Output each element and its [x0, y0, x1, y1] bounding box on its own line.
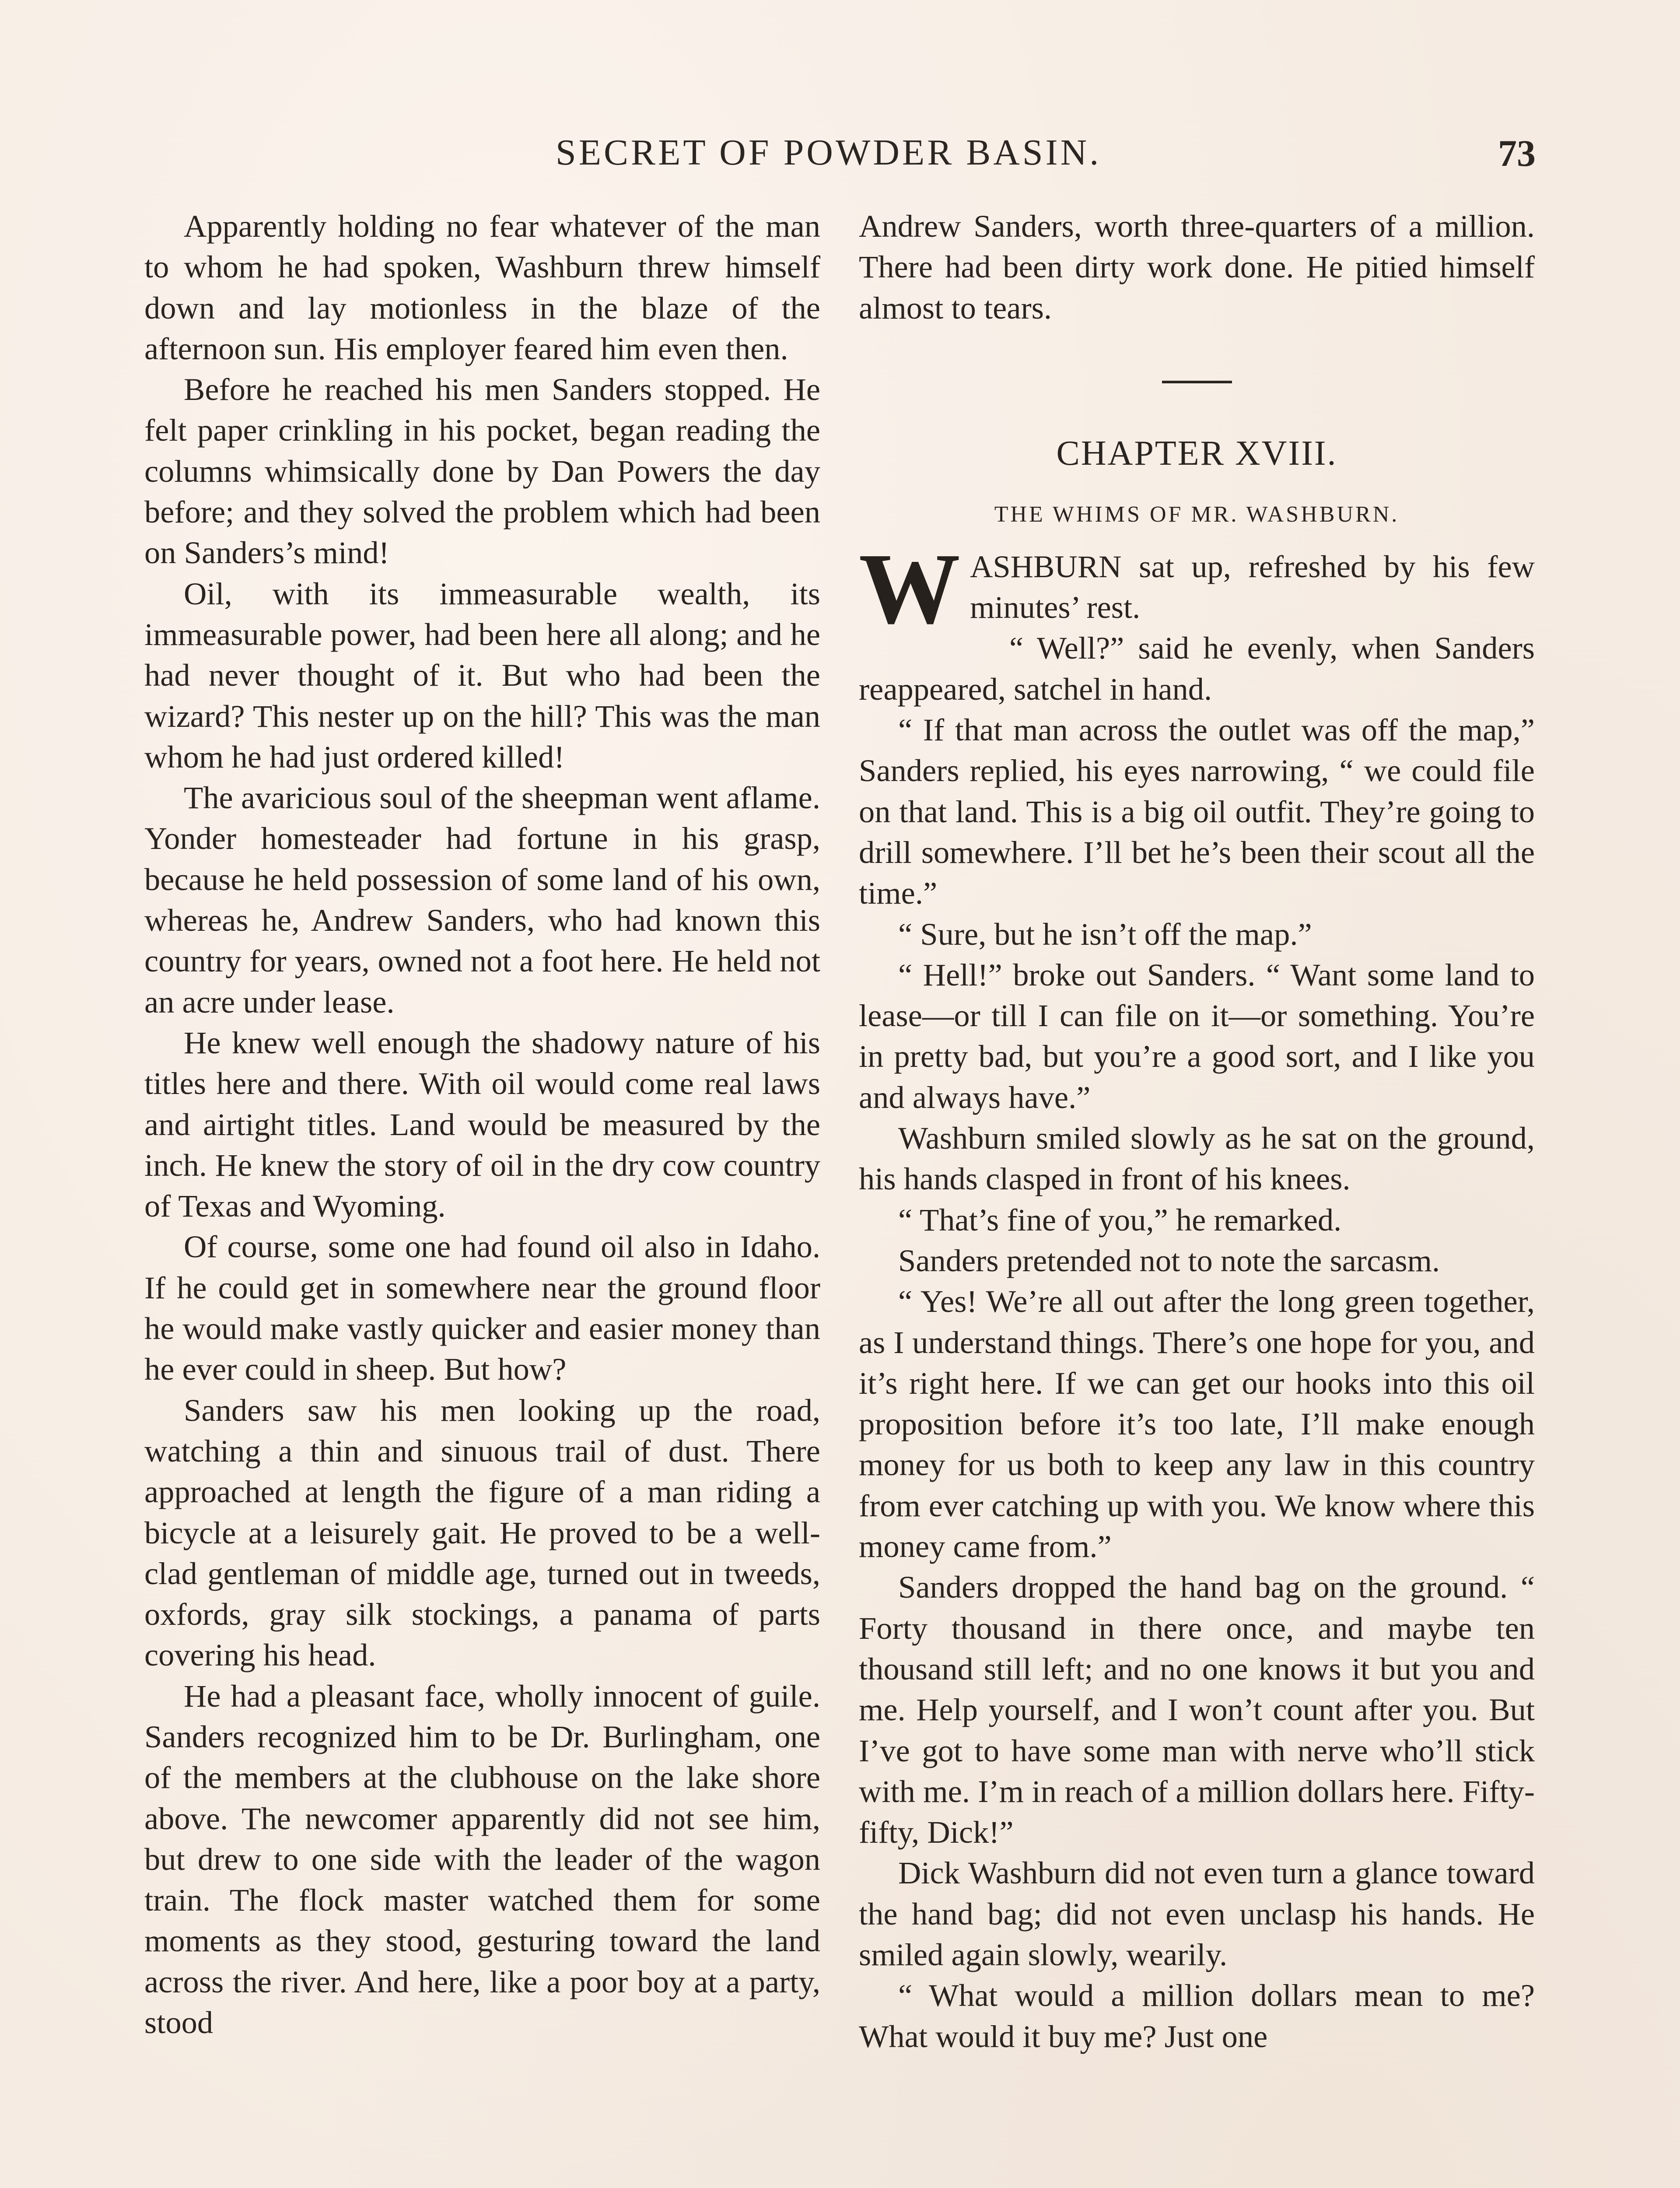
chapter-heading: CHAPTER XVIII. — [1056, 434, 1337, 473]
paragraph: “ Sure, but he isn’t off the map.” — [898, 916, 1312, 952]
paragraph: Sanders pretended not to note the sarcasm. — [898, 1242, 1440, 1278]
page-number: 73 — [1498, 132, 1536, 174]
paragraph: “ If that man across the outlet was off the map,” Sanders replied, his eyes narrowing, “ we could file on that land. This is a big oil outfit. They’re going to drill somewhere. I’ll bet he’s been their scout all the time.” — [859, 712, 1535, 911]
drop-cap: W — [859, 532, 960, 645]
paragraph: “ What would a million dollars mean to me? What would it buy me? Just one — [859, 1978, 1535, 2054]
paragraph: Sanders saw his men looking up the road, watching a thin and sinuous trail of dust. There approached at length the figure of a man riding a bicycle at a leisurely gait. He proved to be a well-clad gentleman of middle age, turned out in tweeds, oxfords, gray silk stockings, a panama of parts covering his head. — [144, 1392, 820, 1673]
paragraph: “ Hell!” broke out Sanders. “ Want some land to lease—or till I can file on it—or something. You’re in pretty bad, but you’re a good sort, and I like you and always have.” — [859, 957, 1535, 1115]
paragraph: “ Yes! We’re all out after the long green together, as I understand things. There’s one hope for you, and it’s right here. If we can get our hooks into this oil proposition before it’s too late, I’ll make enough money for us both to keep any law in this country from ever catching up with you. We know where this money came from.” — [859, 1283, 1535, 1564]
running-title: SECRET OF POWDER BASIN. — [556, 132, 1102, 173]
paragraph: Apparently holding no fear whatever of the man to whom he had spoken, Washburn threw himself down and lay motionless in the blaze of the afternoon sun. His employer feared him even then. — [144, 208, 820, 366]
right-column — [859, 206, 1535, 2188]
paragraph: “ Well?” said he evenly, when Sanders reappeared, satchel in hand. — [859, 630, 1535, 707]
paragraph: He had a pleasant face, wholly innocent of guile. Sanders recognized him to be Dr. Burlingham, one of the members at the clubhouse on the lake shore above. The newcomer apparently did not see him, but drew to one side with the leader of the wagon train. The flock master watched them for some moments as they stood, gesturing toward the land across the river. And here, like a poor boy at a party, stood — [144, 1678, 820, 2041]
paragraph: The avaricious soul of the sheepman went aflame. Yonder homesteader had fortune in his grasp, because he held possession of some land of his own, whereas he, Andrew Sanders, who had known this country for years, owned not a foot here. He held not an acre under lease. — [144, 780, 820, 1020]
paragraph: Oil, with its immeasurable wealth, its immeasurable power, had been here all along; and he had never thought of it. But who had been the wizard? This nester up on the hill? This was the man whom he had just ordered killed! — [144, 575, 820, 775]
paragraph: He knew well enough the shadowy nature of his titles here and there. With oil would come real laws and airtight titles. Land would be measured by the inch. He knew the story of oil in the dry cow country of Texas and Wyoming. — [144, 1024, 820, 1224]
running-head — [144, 131, 1536, 179]
chapter-subtitle: THE WHIMS OF MR. WASHBURN. — [994, 501, 1400, 527]
opening-text: ASHBURN sat up, refreshed by his few minutes’ rest. — [970, 548, 1535, 625]
paragraph: Dick Washburn did not even turn a glance toward the hand bag; did not even unclasp his hands. He smiled again slowly, wearily. — [859, 1855, 1535, 1972]
paragraph: Before he reached his men Sanders stopped. He felt paper crinkling in his pocket, began reading the columns whimsically done by Dan Powers the day before; and they solved the problem which had been on Sanders’s mind! — [144, 372, 820, 571]
paragraph: “ That’s fine of you,” he remarked. — [898, 1202, 1342, 1238]
continuation-paragraph: Andrew Sanders, worth three-quarters of a million. There had been dirty work done. He pitied himself almost to tears. — [859, 208, 1535, 326]
paragraph: Washburn smiled slowly as he sat on the ground, his hands clasped in front of his knees. — [859, 1120, 1535, 1197]
paragraph: Sanders dropped the hand bag on the ground. “ Forty thousand in there once, and maybe ten thousand still left; and no one knows it but you and me. Help yourself, and I won’t count after you. But I’ve got to have some man with nerve who’ll stick with me. I’m in reach of a million dollars here. Fifty-fifty, Dick!” — [859, 1569, 1535, 1850]
paragraph: Of course, some one had found oil also in Idaho. If he could get in somewhere near the ground floor he would make vastly quicker and easier money than he ever could in sheep. But how? — [144, 1229, 820, 1387]
chapter-opening-paragraph — [859, 532, 1535, 645]
left-column — [144, 206, 820, 2188]
section-divider — [1162, 381, 1232, 383]
